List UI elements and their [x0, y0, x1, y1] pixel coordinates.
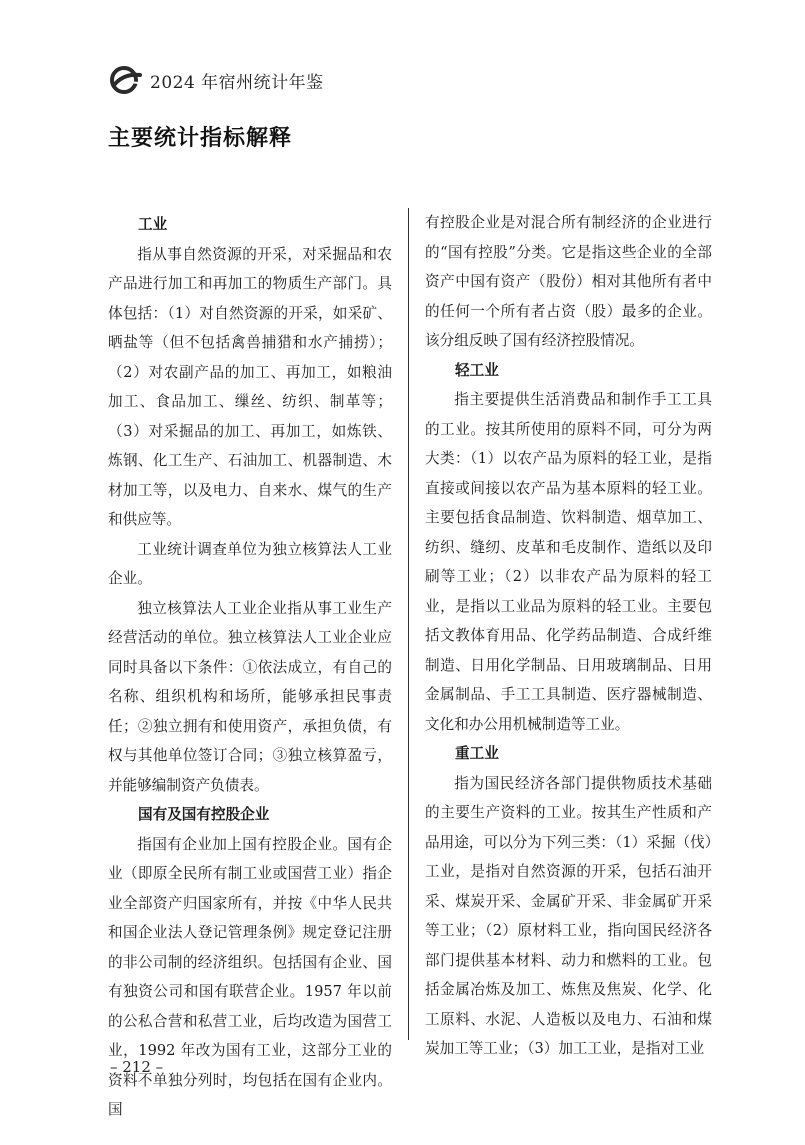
- paragraph-light-industry: 指主要提供生活消费品和制作手工工具的工业。按其所使用的原料不同，可分为两大类：（1）以农产品为原料的轻工业，是指直接或间接以农产品为基本原料的轻工业。主要包括食品制造、饮料制造、烟草加工、纺织、缝纫、皮革和毛皮制作、造纸以及印刷等工业；（2）以非农产品为原料的轻工业，是指以工业品为原料的轻工业。主要包括文教体育用品、化学药品制造、合成纤维制造、日用化学制品、日用玻璃制品、日用金属制品、手工工具制造、医疗器械制造、文化和办公用机械制造等工业。: [425, 391, 712, 733]
- section-heading-heavy-industry: 重工业: [455, 745, 499, 762]
- paragraph-heavy-industry: 指为国民经济各部门提供物质技术基础的主要生产资料的工业。按其生产性质和产品用途，可以分为下列三类：（1）采掘（伐）工业，是指对自然资源的开采，包括石油开采、煤炭开采、金属矿开采、非金属矿开采等工业；（2）原材料工业，指向国民经济各部门提供基本材料、动力和燃料的工业。包括金属冶炼及加工、炼焦及焦炭、化学、化工原料、水泥、人造板以及电力、石油和煤炭加工等工业；（3）加工工业，是指对工业: [425, 774, 712, 1057]
- paragraph-state-owned: 指国有企业加上国有控股企业。国有企业（即原全民所有制工业或国营工业）指企业全部资产归国家所有，并按《中华人民共和国企业法人登记管理条例》规定登记注册的非公司制的经济组织。包括国有企业、国有独资公司和国有联营企业。1957 年以前的公私合营和私营工业，后均改造为国营工业，1992 年改为国有工业，这部分工业的资料不单独分列时，均包括在国有企业内。国: [108, 835, 392, 1118]
- section-heading-light-industry: 轻工业: [455, 361, 499, 379]
- column-divider: [408, 208, 409, 1040]
- page-number: – 212 –: [110, 1058, 164, 1076]
- left-column: [108, 210, 392, 1125]
- right-column: [425, 208, 712, 1064]
- paragraph-state-owned-continued: 有控股企业是对混合所有制经济的企业进行的“国有控股”分类。它是指这些企业的全部资产中国有资产（股份）相对其他所有者中的任何一个所有者占资（股）最多的企业。该分组反映了国有经济控股情况。: [425, 214, 712, 349]
- section-heading-industry: 工业: [138, 216, 168, 233]
- yearbook-logo-icon: [108, 65, 144, 95]
- paragraph-independent-accounting: 独立核算法人工业企业指从事工业生产经营活动的单位。独立核算法人工业企业应同时具备以下条件：①依法成立，有自己的名称、组织机构和场所，能够承担民事责任；②独立拥有和使用资产，承担负债，有权与其他单位签订合同；③独立核算盈亏，并能够编制资产负债表。: [108, 599, 392, 794]
- section-heading-state-owned: 国有及国有控股企业: [138, 806, 270, 823]
- header: [108, 64, 324, 96]
- paragraph-industry-definition: 指从事自然资源的开采，对采掘品和农产品进行加工和再加工的物质生产部门。具体包括：（1）对自然资源的开采，如采矿、晒盐等（但不包括禽兽捕猎和水产捕捞）；（2）对农副产品的加工、再加工，如粮油加工、食品加工、缫丝、纺织、制革等；（3）对采掘品的加工、再加工，如炼铁、炼钢、化工生产、石油加工、机器制造、木材加工等，以及电力、自来水、煤气的生产和供应等。: [108, 245, 392, 528]
- paragraph-industry-survey-unit: 工业统计调查单位为独立核算法人工业企业。: [108, 540, 392, 587]
- page-title: 主要统计指标解释: [108, 126, 293, 151]
- yearbook-title: 2024 年宿州统计年鉴: [150, 72, 324, 93]
